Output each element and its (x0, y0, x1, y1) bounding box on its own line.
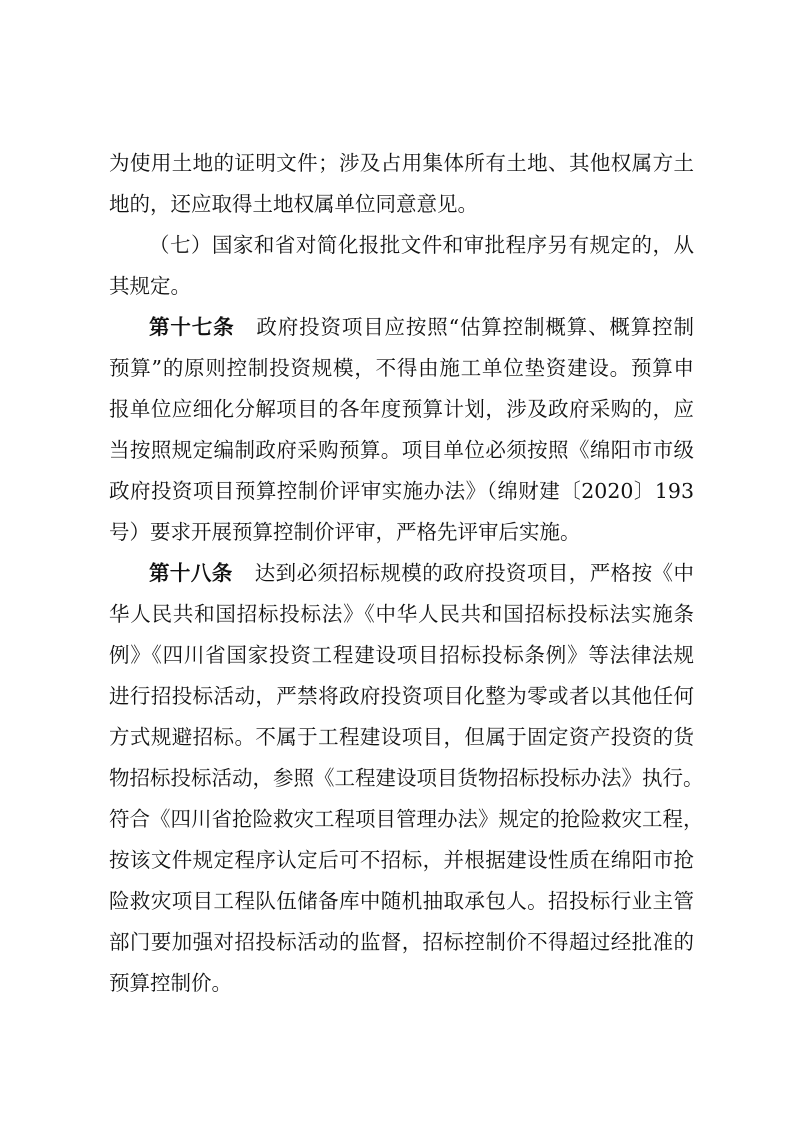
text-line: 进行招投标活动，严禁将政府投资项目化整为零或者以其他任何 (109, 684, 694, 708)
text-line: 为使用土地的证明文件；涉及占用集体所有土地、其他权属方土 (109, 151, 694, 175)
text-line: 预算控制价。 (109, 971, 232, 995)
text-line: 达到必须招标规模的政府投资项目，严格按《中 (254, 561, 694, 585)
article-18-heading: 第十八条 (149, 561, 233, 585)
article-18-first-line (149, 560, 694, 586)
text-line: 预算”的原则控制投资规模，不得由施工单位垫资建设。预算申 (109, 356, 694, 380)
text-line: 险救灾项目工程队伍储备库中随机抽取承包人。招投标行业主管 (109, 889, 694, 913)
article-17-first-line (149, 314, 694, 340)
text-line: 政府投资项目预算控制价评审实施办法》（绵财建〔2020〕193 (109, 479, 694, 503)
text-line: 地的，还应取得土地权属单位同意意见。 (109, 192, 478, 216)
text-line: 华人民共和国招标投标法》《中华人民共和国招标投标法实施条 (109, 602, 694, 626)
text-line: 例》《四川省国家投资工程建设项目招标投标条例》等法律法规 (109, 643, 694, 667)
text-line: 按该文件规定程序认定后可不招标，并根据建设性质在绵阳市抢 (109, 848, 694, 872)
text-line: 其规定。 (109, 274, 191, 298)
text-line: 部门要加强对招投标活动的监督，招标控制价不得超过经批准的 (109, 930, 694, 954)
text-line: 方式规避招标。不属于工程建设项目，但属于固定资产投资的货 (109, 725, 694, 749)
text-line: 报单位应细化分解项目的各年度预算计划，涉及政府采购的，应 (109, 397, 694, 421)
article-17-heading: 第十七条 (149, 315, 235, 339)
text-line: （七）国家和省对简化报批文件和审批程序另有规定的，从 (149, 233, 694, 257)
text-line: 符合《四川省抢险救灾工程项目管理办法》规定的抢险救灾工程， (109, 807, 704, 831)
text-line: 物招标投标活动，参照《工程建设项目货物招标投标办法》执行。 (109, 766, 704, 790)
text-line: 号）要求开展预算控制价评审，严格先评审后实施。 (109, 520, 581, 544)
text-line: 政府投资项目应按照“估算控制概算、概算控制 (256, 315, 694, 339)
text-line: 当按照规定编制政府采购预算。项目单位必须按照《绵阳市市级 (109, 438, 694, 462)
